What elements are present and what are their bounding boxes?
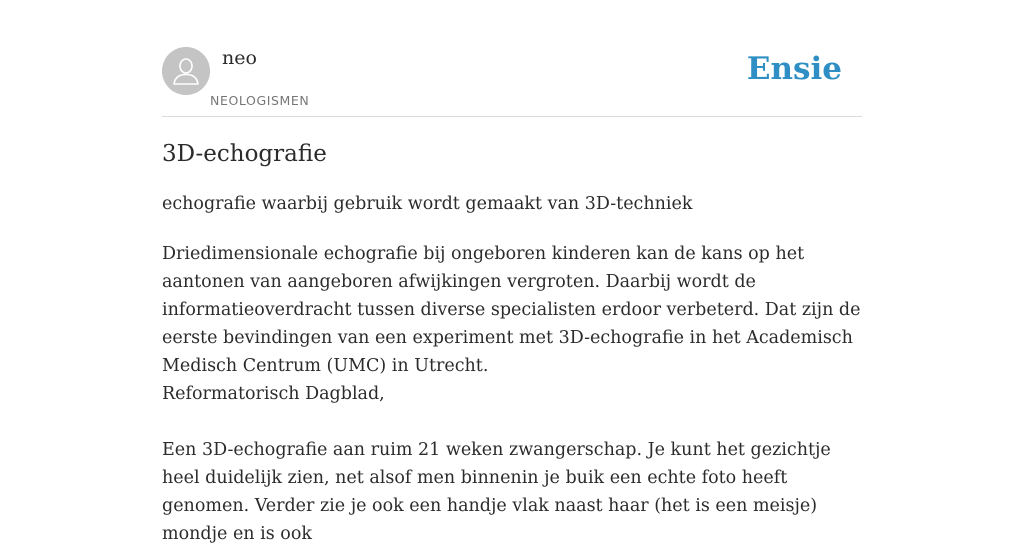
avatar[interactable] (162, 47, 210, 95)
entry-body (162, 240, 862, 548)
paragraph-spacer (162, 408, 862, 436)
brand-logo[interactable]: Ensie (746, 51, 842, 87)
category-label[interactable]: NEOLOGISMEN (210, 93, 310, 108)
entry-definition: echografie waarbij gebruik wordt gemaakt van 3D-techniek (162, 194, 693, 214)
body-paragraph-1: Driedimensionale echografie bij ongeboren kinderen kan de kans op het aantonen van aangeboren afwijkingen vergroten. Daarbij wordt de informatieoverdracht tussen diverse specialisten erdoor verbeterd. Dat zijn de eerste bevindingen van een experiment met 3D-echografie in het Academisch Medisch Centrum (UMC) in Utrecht. (162, 244, 861, 376)
entry-container (162, 0, 862, 544)
source-citation: Reformatorisch Dagblad, (162, 384, 385, 404)
entry-title: 3D-echografie (162, 141, 327, 167)
body-paragraph-2: Een 3D-echografie aan ruim 21 weken zwangerschap. Je kunt het gezichtje heel duidelijk zien, net alsof men binnenin je buik een echte foto heeft genomen. Verder zie je ook een handje vlak naast haar (het is een meisje) mondje en is ook (162, 440, 831, 544)
header (162, 0, 862, 117)
user-silhouette-icon (162, 47, 210, 95)
username[interactable]: neo (222, 47, 257, 69)
